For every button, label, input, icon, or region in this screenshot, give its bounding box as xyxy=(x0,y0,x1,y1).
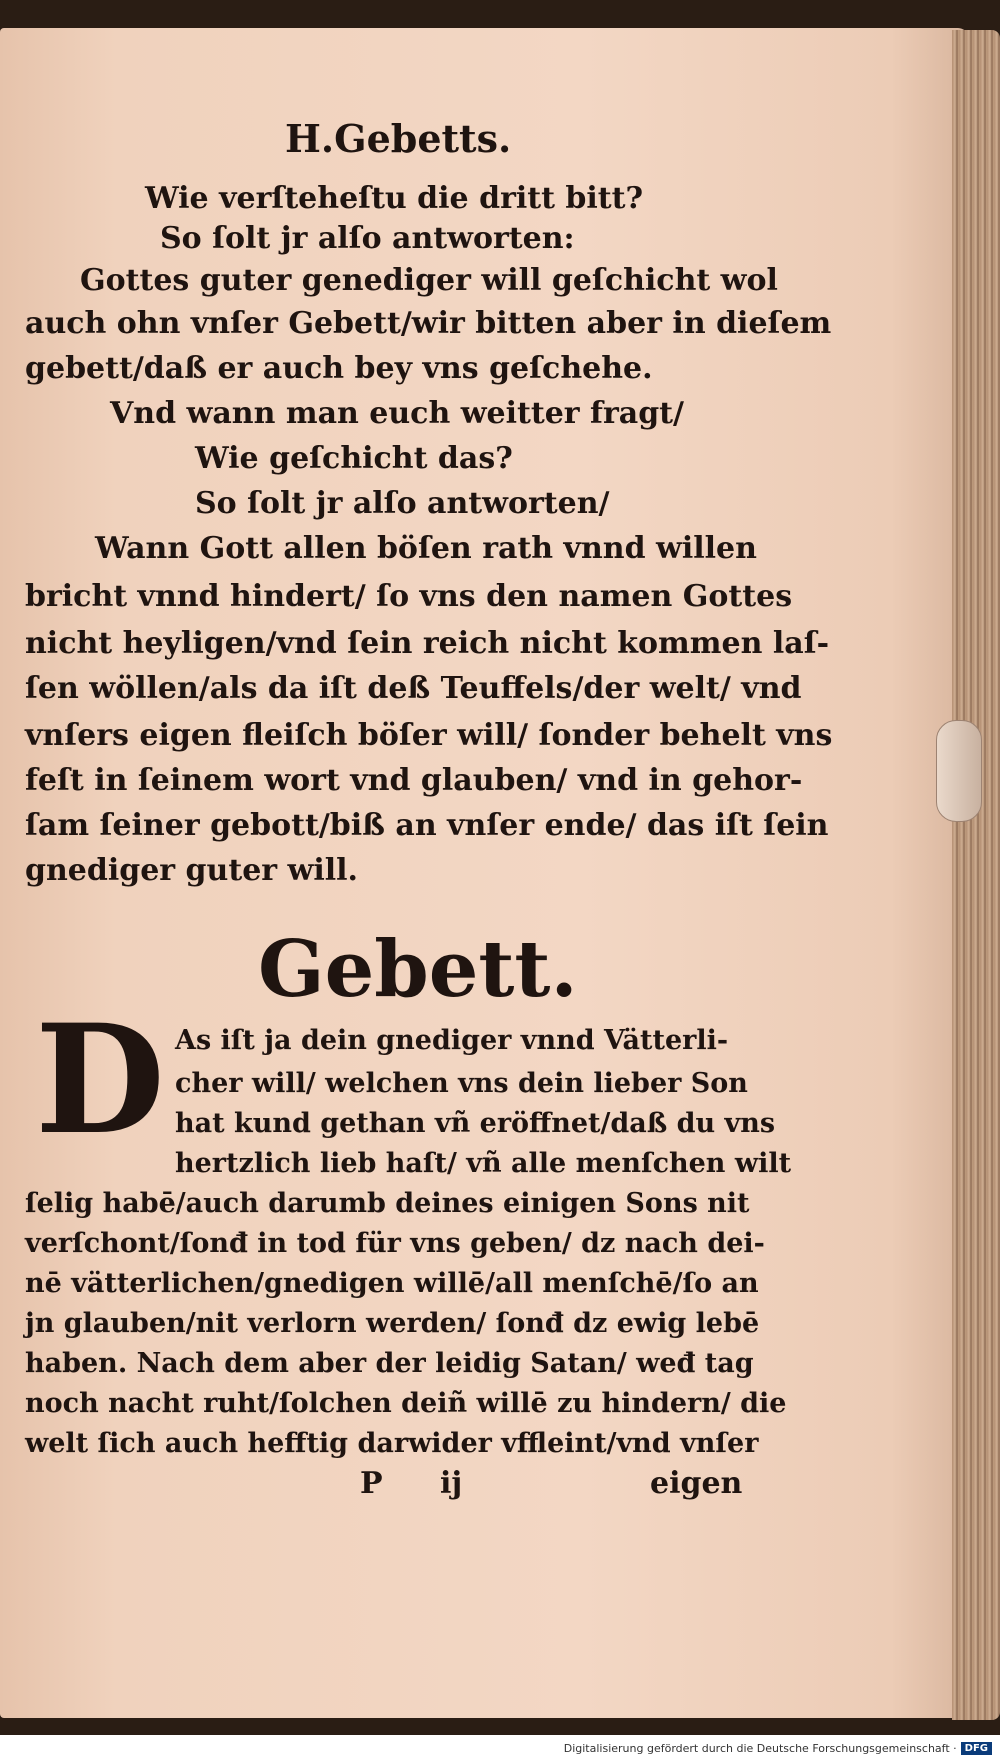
text-line: cher will/ welchen vns dein lieber Son xyxy=(175,1068,748,1099)
text-line: Wie verſteheſtu die dritt bitt? xyxy=(145,181,644,216)
text-line: Wann Gott allen böſen rath vnnd willen xyxy=(95,531,757,566)
text-line: As iſt ja dein gnediger vnnd Vätterli- xyxy=(175,1025,729,1056)
text-line: jn glauben/nit verlorn werden/ ſonđ dz ewig lebē xyxy=(25,1308,760,1339)
text-line: noch nacht ruht/ſolchen deiñ willē zu hindern/ die xyxy=(25,1388,787,1419)
text-line: bricht vnnd hindert/ ſo vns den namen Gottes xyxy=(25,579,793,614)
signature-mark: P xyxy=(360,1466,383,1501)
running-header: H.Gebetts. xyxy=(285,116,512,161)
text-line: feſt in ſeinem wort vnd glauben/ vnd in gehor- xyxy=(25,763,803,798)
text-line: Vnd wann man euch weitter fragt/ xyxy=(110,396,684,431)
text-line: welt ſich auch hefftig darwider vffleint/vnd vnſer xyxy=(25,1428,759,1459)
catchword: eigen xyxy=(650,1466,743,1501)
section-title: Gebett. xyxy=(258,924,578,1015)
text-line: ſam ſeiner gebott/biß an vnſer ende/ das iſt ſein xyxy=(25,808,829,843)
text-line: gebett/daß er auch bey vns geſchehe. xyxy=(25,351,653,386)
text-line: ſelig habē/auch darumb deines einigen Sons nit xyxy=(25,1188,750,1219)
text-line: nē vätterlichen/gnedigen willē/all menſchē/ſo an xyxy=(25,1268,759,1299)
text-line: auch ohn vnſer Gebett/wir bitten aber in dieſem xyxy=(25,306,832,341)
footer-text: Digitalisierung gefördert durch die Deutsche Forschungsgemeinschaft · xyxy=(563,1741,957,1755)
text-line: Gottes guter genediger will geſchicht wol xyxy=(80,263,778,298)
text-line: ſen wöllen/als da iſt deß Teuffels/der welt/ vnd xyxy=(25,671,802,706)
text-line: hat kund gethan vñ eröffnet/daß du vns xyxy=(175,1108,776,1139)
text-line: Wie geſchicht das? xyxy=(195,441,513,476)
dfg-logo: DFG xyxy=(961,1742,992,1755)
text-line: So ſolt jr alſo antworten/ xyxy=(195,486,610,521)
text-line: gnediger guter will. xyxy=(25,853,359,888)
text-line: vnſers eigen fleiſch böſer will/ ſonder behelt vns xyxy=(25,718,833,753)
digitization-footer xyxy=(0,1735,1000,1761)
text-line: nicht heyligen/vnd ſein reich nicht kommen laſ- xyxy=(25,626,830,661)
decorative-initial: D xyxy=(34,992,166,1168)
text-line: hertzlich lieb haſt/ vñ alle menſchen wilt xyxy=(175,1148,792,1179)
text-line: verſchont/ſonđ in tod für vns geben/ dz nach dei- xyxy=(25,1228,765,1259)
text-line: So ſolt jr alſo antworten: xyxy=(160,221,575,256)
signature-number: ij xyxy=(440,1466,463,1501)
text-line: haben. Nach dem aber der leidig Satan/ weđ tag xyxy=(25,1348,754,1379)
